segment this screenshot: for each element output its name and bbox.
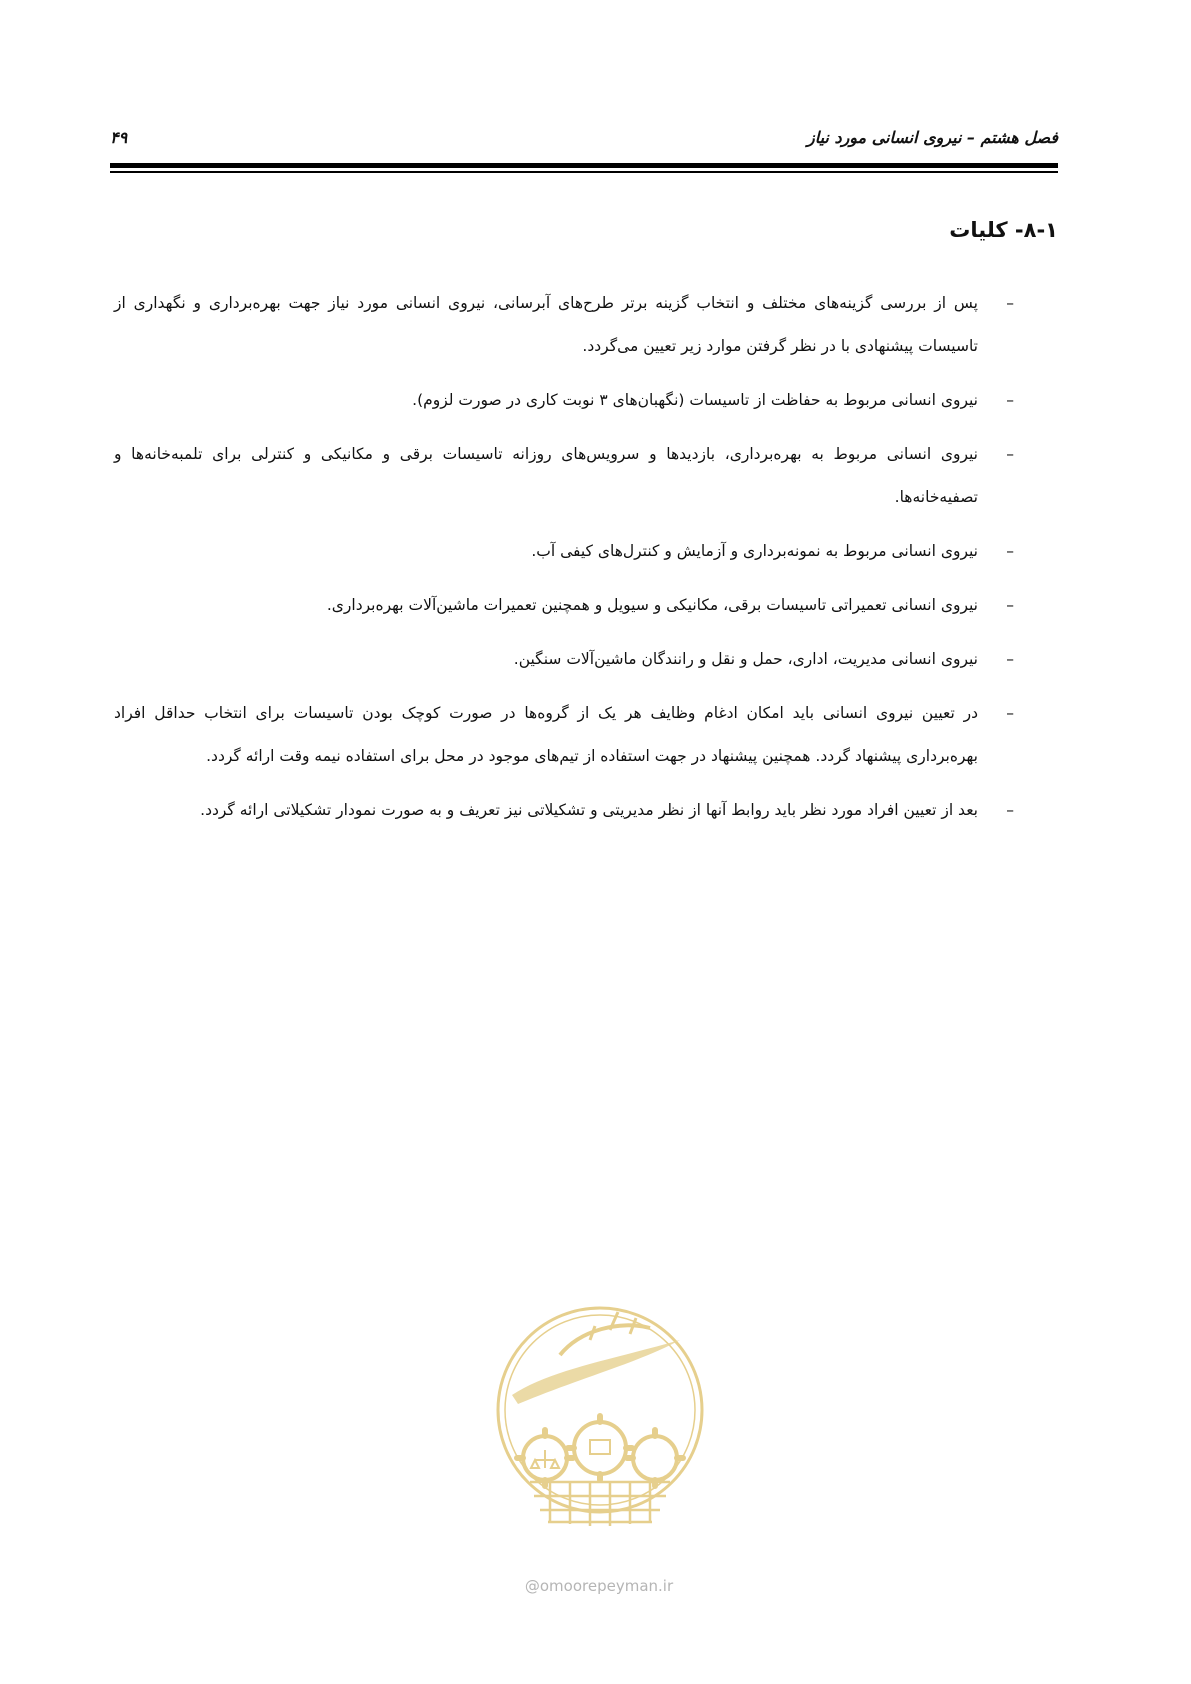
list-item-text: نیروی انسانی مربوط به حفاظت از تاسیسات (نگهبان‌های ۳ نوبت کاری در صورت لزوم).	[412, 391, 978, 409]
list-item-text: در تعیین نیروی انسانی باید امکان ادغام وظایف هر یک از گروه‌ها در صورت کوچک بودن تاسیسات برای انتخاب حداقل افراد بهره‌برداری پیشنهاد گردد. همچنین پیشنهاد در جهت استفاده از تیم‌های موجود در محل برای استفاده نیمه وقت ارائه گردد.	[114, 704, 978, 765]
watermark-seal	[490, 1300, 710, 1580]
list-item	[114, 692, 1058, 778]
list-item-text: پس از بررسی گزینه‌های مختلف و انتخاب گزینه برتر طرح‌های آبرسانی، نیروی انسانی مورد نیاز جهت بهره‌برداری و نگهداری از تاسیسات پیشنهادی با در نظر گرفتن موارد زیر تعیین می‌گردد.	[114, 294, 978, 355]
list-item-text: نیروی انسانی مربوط به نمونه‌برداری و آزمایش و کنترل‌های کیفی آب.	[531, 542, 978, 560]
list-item	[114, 282, 1058, 368]
list-item	[114, 530, 1058, 573]
page-header	[110, 128, 1058, 158]
list-item	[114, 433, 1058, 519]
list-item	[114, 789, 1058, 832]
bullet-dash: –	[1006, 391, 1014, 409]
list-item	[114, 638, 1058, 681]
bullet-dash: –	[1006, 294, 1014, 312]
list-item-text: نیروی انسانی مدیریت، اداری، حمل و نقل و رانندگان ماشین‌آلات سنگین.	[513, 650, 978, 668]
list-item-text: بعد از تعیین افراد مورد نظر باید روابط آنها از نظر مدیریتی و تشکیلاتی نیز تعریف و به صورت نمودار تشکیلاتی ارائه گردد.	[200, 801, 978, 819]
list-item	[114, 584, 1058, 627]
header-rule-thick	[110, 163, 1058, 168]
list-item-text: نیروی انسانی مربوط به بهره‌برداری، بازدیدها و سرویس‌های روزانه تاسیسات برقی و مکانیکی و کنترلی برای تلمبه‌خانه‌ها و تصفیه‌خانه‌ها.	[114, 445, 978, 506]
list-item	[114, 379, 1058, 422]
page-number: ۴۹	[110, 128, 128, 147]
list-item-text: نیروی انسانی تعمیراتی تاسیسات برقی، مکانیکی و سیویل و همچنین تعمیرات ماشین‌آلات بهره‌برداری.	[326, 596, 978, 614]
watermark-url: @omoorepeyman.ir	[524, 1577, 674, 1595]
header-rule-thin	[110, 171, 1058, 173]
bullet-dash: –	[1006, 704, 1014, 722]
chapter-title: فصل هشتم – نیروی انسانی مورد نیاز	[806, 128, 1058, 147]
bullet-dash: –	[1006, 596, 1014, 614]
seal-logo-icon	[490, 1300, 710, 1580]
bullet-dash: –	[1006, 801, 1014, 819]
bullet-dash: –	[1006, 650, 1014, 668]
bullet-dash: –	[1006, 542, 1014, 560]
bullet-list	[114, 282, 1058, 843]
bullet-dash: –	[1006, 445, 1014, 463]
section-heading: ۸-۱- کلیات	[949, 218, 1058, 242]
